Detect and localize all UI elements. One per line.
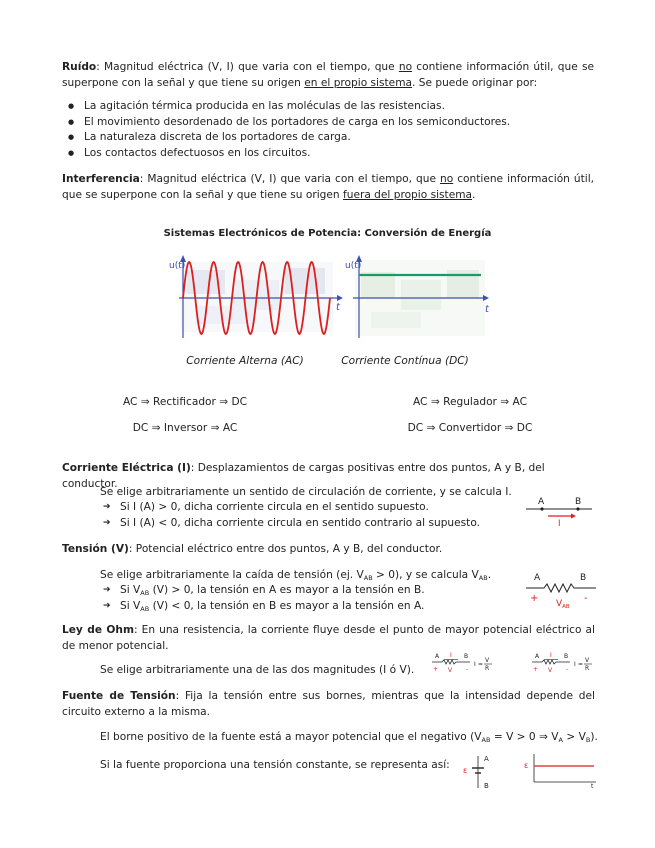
- svg-text:R: R: [485, 665, 490, 672]
- svg-text:B: B: [564, 653, 569, 660]
- svg-text:A: A: [484, 755, 489, 763]
- voltage-label: $V_{AB}$: [556, 599, 570, 610]
- tension-term: Tensión (V): [62, 543, 129, 555]
- point-b: [576, 507, 579, 510]
- svg-text:=: =: [578, 661, 584, 668]
- plus-sign: +: [530, 593, 539, 604]
- svg-text:B: B: [484, 782, 489, 790]
- fuente-p2: Si la fuente proporciona una tensión constante, se representa así:: [100, 759, 450, 771]
- ac-time-arrow: [337, 295, 343, 301]
- svg-text:-: -: [566, 666, 569, 673]
- conversion-inversor: DC ⇒ Inversor ⇒ AC: [132, 422, 238, 434]
- conversion-rectificador: AC ⇒ Rectificador ⇒ DC: [122, 396, 248, 408]
- tension-diagram: [522, 570, 602, 612]
- corriente-diagram: [520, 493, 600, 527]
- svg-text:R: R: [585, 665, 590, 672]
- resistor-symbol: [526, 584, 596, 592]
- dc-time-arrow: [483, 295, 489, 301]
- resistor-symbol: [432, 660, 470, 664]
- point-a: [540, 507, 543, 510]
- corriente-term: Corriente Eléctrica (I): [62, 462, 191, 474]
- ohm-paragraph: [62, 623, 595, 654]
- svg-text:I: I: [474, 661, 476, 668]
- diagram-label-a: A: [534, 573, 541, 583]
- diagram-label-i: I: [558, 519, 561, 527]
- ac-t-label: t: [336, 302, 340, 313]
- dc-t-label: t: [485, 304, 489, 315]
- ruido-no: no: [398, 61, 413, 73]
- svg-text:V: V: [448, 667, 453, 674]
- svg-text:B: B: [464, 653, 469, 660]
- dc-axis-label: u(t): [345, 261, 362, 271]
- ruido-origin: en el propio sistema: [304, 76, 413, 89]
- svg-text:=: =: [478, 661, 484, 668]
- tension-cases: [100, 583, 520, 614]
- list-item: ➔ Si I (A) < 0, dicha corriente circula en sentido contrario al supuesto.: [100, 516, 520, 532]
- resistor-symbol: [532, 660, 570, 664]
- ruido-text-3: . Se puede originar por:: [412, 76, 538, 89]
- svg-text:ε: ε: [524, 761, 529, 770]
- svg-text:I: I: [574, 661, 576, 668]
- interferencia-term: Interferencia: [62, 173, 140, 185]
- list-item: ➔ Si I (A) > 0, dicha corriente circula en el sentido supuesto.: [100, 500, 520, 516]
- current-arrow-head: [571, 514, 576, 519]
- svg-text:I: I: [450, 652, 452, 659]
- list-item: ➔ Si $V_{AB}$ (V) < 0, la tensión en B es mayor a la tensión en A.: [100, 599, 520, 615]
- svg-text:A: A: [435, 653, 440, 660]
- ohm-diagram-current: [430, 650, 496, 678]
- ac-dc-figure: [165, 250, 495, 350]
- tension-def: : Potencial eléctrico entre dos puntos, A y B, del conductor.: [128, 543, 443, 555]
- voltage-source-symbol: [460, 752, 500, 792]
- caption-dc: Corriente Contínua (DC): [341, 355, 469, 367]
- interferencia-text-1: : Magnitud eléctrica (V, I) que varia con el tiempo, que: [139, 173, 440, 185]
- caption-ac: Corriente Alterna (AC): [186, 355, 304, 367]
- ohm-diagram-voltage: [530, 650, 596, 678]
- fuente-term: Fuente de Tensión: [62, 690, 176, 702]
- list-item: ● La naturaleza discreta de los portadores de carga.: [62, 130, 602, 146]
- ruido-text-2: contiene información útil, que se superpone con la señal y que tiene su origen: [62, 61, 594, 89]
- ohm-term: Ley de Ohm: [62, 624, 134, 636]
- corriente-intro: Se elige arbitrariamente un sentido de circulación de corriente, y se calcula I.: [100, 486, 512, 498]
- corriente-cases: [100, 500, 520, 531]
- diagram-label-b: B: [575, 497, 582, 507]
- diagram-label-b: B: [580, 573, 587, 583]
- svg-text:t: t: [591, 783, 594, 788]
- svg-text:V: V: [585, 657, 590, 664]
- minus-sign: -: [584, 593, 588, 604]
- ruido-paragraph: [62, 60, 594, 91]
- voltage-source-graph: [520, 752, 600, 788]
- svg-text:V: V: [485, 657, 490, 664]
- conversion-regulador: AC ⇒ Regulador ⇒ AC: [413, 396, 527, 408]
- svg-text:-: -: [466, 666, 469, 673]
- interferencia-origin: fuera del propio sistema: [343, 188, 473, 201]
- svg-text:ε: ε: [463, 766, 468, 775]
- fuente-def: : Fija la tensión entre sus bornes, mientras que la intensidad depende del circuito externo a la misma.: [62, 690, 595, 718]
- ruido-causes-list: [62, 99, 602, 161]
- interferencia-text-3: .: [472, 188, 476, 201]
- svg-text:+: +: [533, 666, 539, 673]
- list-item: ● La agitación térmica producida en las moléculas de las resistencias.: [62, 99, 602, 115]
- fuente-p1: El borne positivo de la fuente está a mayor potencial que el negativo ($V_{AB} = V > 0$ ⇒ $V_A > V_B$).: [100, 731, 598, 744]
- corriente-def: : Desplazamientos de cargas positivas entre dos puntos, A y B, del conductor.: [62, 462, 545, 490]
- fuente-paragraph: [62, 689, 595, 720]
- ohm-intro: Se elige arbitrariamente una de las dos magnitudes (I ó V).: [100, 664, 415, 676]
- svg-text:+: +: [433, 666, 439, 673]
- tension-intro: Se elige arbitrariamente la caída de tensión (ej. $V_{AB} > 0$), y se calcula $V_{AB}$.: [100, 569, 492, 582]
- interferencia-paragraph: [62, 172, 594, 203]
- svg-text:I: I: [550, 652, 552, 659]
- figure-title: Sistemas Electrónicos de Potencia: Conversión de Energía: [163, 228, 492, 239]
- conversion-convertidor: DC ⇒ Convertidor ⇒ DC: [407, 422, 533, 434]
- svg-text:A: A: [535, 653, 540, 660]
- ruido-text-1: : Magnitud eléctrica (V, I) que varia con el tiempo, que: [96, 61, 399, 73]
- ruido-term: Ruído: [62, 61, 97, 73]
- interferencia-no: no: [440, 173, 454, 185]
- tension-paragraph: [62, 542, 602, 558]
- list-item: ● Los contactos defectuosos en los circuitos.: [62, 146, 602, 162]
- ac-axis-label: u(t): [169, 261, 186, 271]
- interferencia-text-2: contiene información útil, que se superpone con la señal y que tiene su origen: [62, 173, 595, 201]
- list-item: ● El movimiento desordenado de los portadores de carga en los semiconductores.: [62, 115, 602, 131]
- svg-text:V: V: [548, 667, 553, 674]
- list-item: ➔ Si $V_{AB}$ (V) > 0, la tensión en A es mayor a la tensión en B.: [100, 583, 520, 599]
- ohm-def: : En una resistencia, la corriente fluye desde el punto de mayor potencial eléctrico al de menor potencial.: [62, 624, 595, 652]
- diagram-label-a: A: [538, 497, 545, 507]
